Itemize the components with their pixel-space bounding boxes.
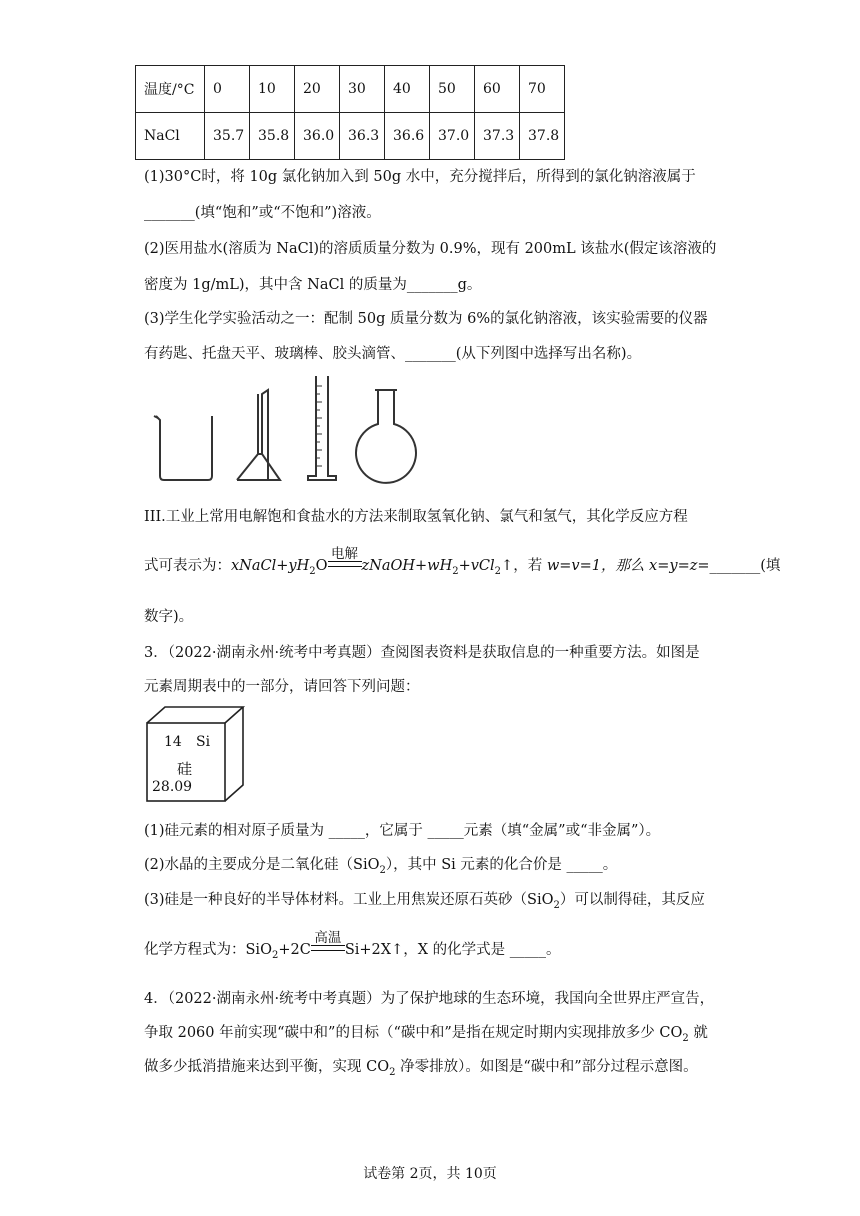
question-text: (2)水晶的主要成分是二氧化硅（SiO$_2$），其中 Si 元素的化合价是 _____。 [144,857,618,876]
table-row [136,66,565,113]
question-text-part: ）可以制得硅，其反应 [559,892,705,908]
table-cell: 0 [205,66,250,113]
answer-blank[interactable]: _______ [144,205,195,221]
table-cell: 37.0 [430,113,475,160]
table-cell: 60 [475,66,520,113]
question-text [144,342,641,363]
equation-line: 化学方程式为：SiO$_2$+2C 高温 Si+2X↑，X 的化学式是 _____。 [144,938,561,961]
question-text: (2)医用盐水(溶质为 NaCl)的溶质质量分数为 0.9%，现有 200mL 该盐水(假定该溶液的 [144,241,717,257]
table-cell: 10 [250,66,295,113]
element-name: 硅 [177,760,193,778]
equation-part: +2C [278,942,311,958]
solubility-table [135,65,565,160]
table-cell: 36.0 [295,113,340,160]
table-cell: NaCl [136,113,205,160]
question-text-part: (3)硅是一种良好的半导体材料。工业上用焦炭还原石英砂（SiO [144,892,554,908]
table-cell: 35.7 [205,113,250,160]
question-text-part: ），其中 Si 元素的化合价是 _____。 [385,857,618,873]
answer-blank[interactable]: _______ [709,558,761,574]
question-text: 元素周期表中的一部分，请回答下列问题： [144,679,420,695]
question-text-part: 净零排放）。如图是“碳中和”部分过程示意图。 [395,1059,698,1075]
question-text: 做多少抵消措施来达到平衡，实现 $CO_2$ 净零排放）。如图是“碳中和”部分过程示意图。 [144,1059,698,1078]
question-text: III.工业上常用电解饱和食盐水的方法来制取氢氧化钠、氯气和氢气，其化学反应方程 [144,509,688,525]
answer-blank[interactable]: _______ [406,277,458,293]
question-text: 争取 2060 年前实现“碳中和”的目标（“碳中和”是指在规定时期内实现排放多少 $CO_2$ 就 [144,1025,708,1044]
question-text-part: g。 [457,277,482,293]
question-text-part: (从下列图中选择写出名称)。 [455,346,642,362]
table-cell: 36.6 [385,113,430,160]
question-text-part: 密度为 1g/mL)，其中含 NaCl 的质量为 [144,277,407,293]
element-symbol: Si [196,734,211,750]
condition-label: 高温 [314,930,342,946]
question-text-part: 式可表示为： [144,558,231,574]
round-flask-icon [356,390,416,483]
condition-label: 电解 [331,546,358,562]
table-cell: 37.8 [520,113,565,160]
question-text-part: 有药匙、托盘天平、玻璃棒、胶头滴管、 [144,346,405,362]
equation-part: +vCl [458,558,495,574]
equation-line: 式可表示为：$xNaCl+yH_2O$ 电解 $zNaOH+wH_2+vCl_2↑$，若 w=v=1，那么 x=y=z=_______(填 [144,554,780,577]
equation-part: Si+2X↑，X 的化学式是 _____。 [344,942,561,958]
answer-blank[interactable]: _______ [405,346,456,362]
atomic-mass: 28.09 [152,779,193,795]
question-text: 3．（2022·湖南永州·统考中考真题）查阅图表资料是获取信息的一种重要方法。如图是 [144,645,700,661]
question-text: (1)30°C时，将 10g 氯化钠加入到 50g 水中，充分搅拌后，所得到的氯化钠溶液属于 [144,169,696,185]
table-cell: 20 [295,66,340,113]
table-cell: 35.8 [250,113,295,160]
funnel-icon [237,390,280,480]
equation-part: w=v=1，那么 x=y=z= [546,558,710,574]
apparatus-figure [148,372,448,484]
table-row [136,113,565,160]
question-text [144,273,481,294]
question-text: (3)学生化学实验活动之一：配制 50g 质量分数为 6%的氯化钠溶液，该实验需要的仪器 [144,311,708,327]
question-text-part: 就 [688,1025,708,1041]
graduated-cylinder-icon [308,376,336,480]
table-cell: 温度/°C [136,66,205,113]
question-text-part: 争取 2060 年前实现“碳中和”的目标（“碳中和”是指在规定时期内实现排放多少 CO [144,1025,683,1041]
table-cell: 40 [385,66,430,113]
beaker-icon [154,416,212,480]
question-text: 数字)。 [144,609,194,625]
equation-part: 化学方程式为：SiO [144,942,272,958]
page-footer: 试卷第 2页，共 10页 [363,1166,497,1182]
question-text-part: (填 [760,558,781,574]
equation-part: xNaCl+yH [231,558,310,574]
question-text: (3)硅是一种良好的半导体材料。工业上用焦炭还原石英砂（SiO$_2$）可以制得硅，其反应 [144,892,705,911]
reaction-condition [328,546,362,574]
table-cell: 70 [520,66,565,113]
atomic-number: 14 [164,734,182,750]
question-text-part: (填“饱和”或“不饱和”)溶液。 [194,205,381,221]
question-text-part: (2)水晶的主要成分是二氧化硅（SiO [144,857,380,873]
question-text: 4．（2022·湖南永州·统考中考真题）为了保护地球的生态环境，我国向全世界庄严宣告， [144,991,715,1007]
question-text [144,201,381,222]
table-cell: 30 [340,66,385,113]
table-cell: 36.3 [340,113,385,160]
question-text: (1)硅元素的相对原子质量为 _____，它属于 _____元素（填“金属”或“非金属”）。 [144,823,661,839]
equation-part: zNaOH+wH [361,558,453,574]
reaction-condition [311,930,345,958]
question-text-part: 做多少抵消措施来达到平衡，实现 CO [144,1059,390,1075]
equation-part: ↑，若 [501,558,547,574]
table-cell: 37.3 [475,113,520,160]
table-cell: 50 [430,66,475,113]
